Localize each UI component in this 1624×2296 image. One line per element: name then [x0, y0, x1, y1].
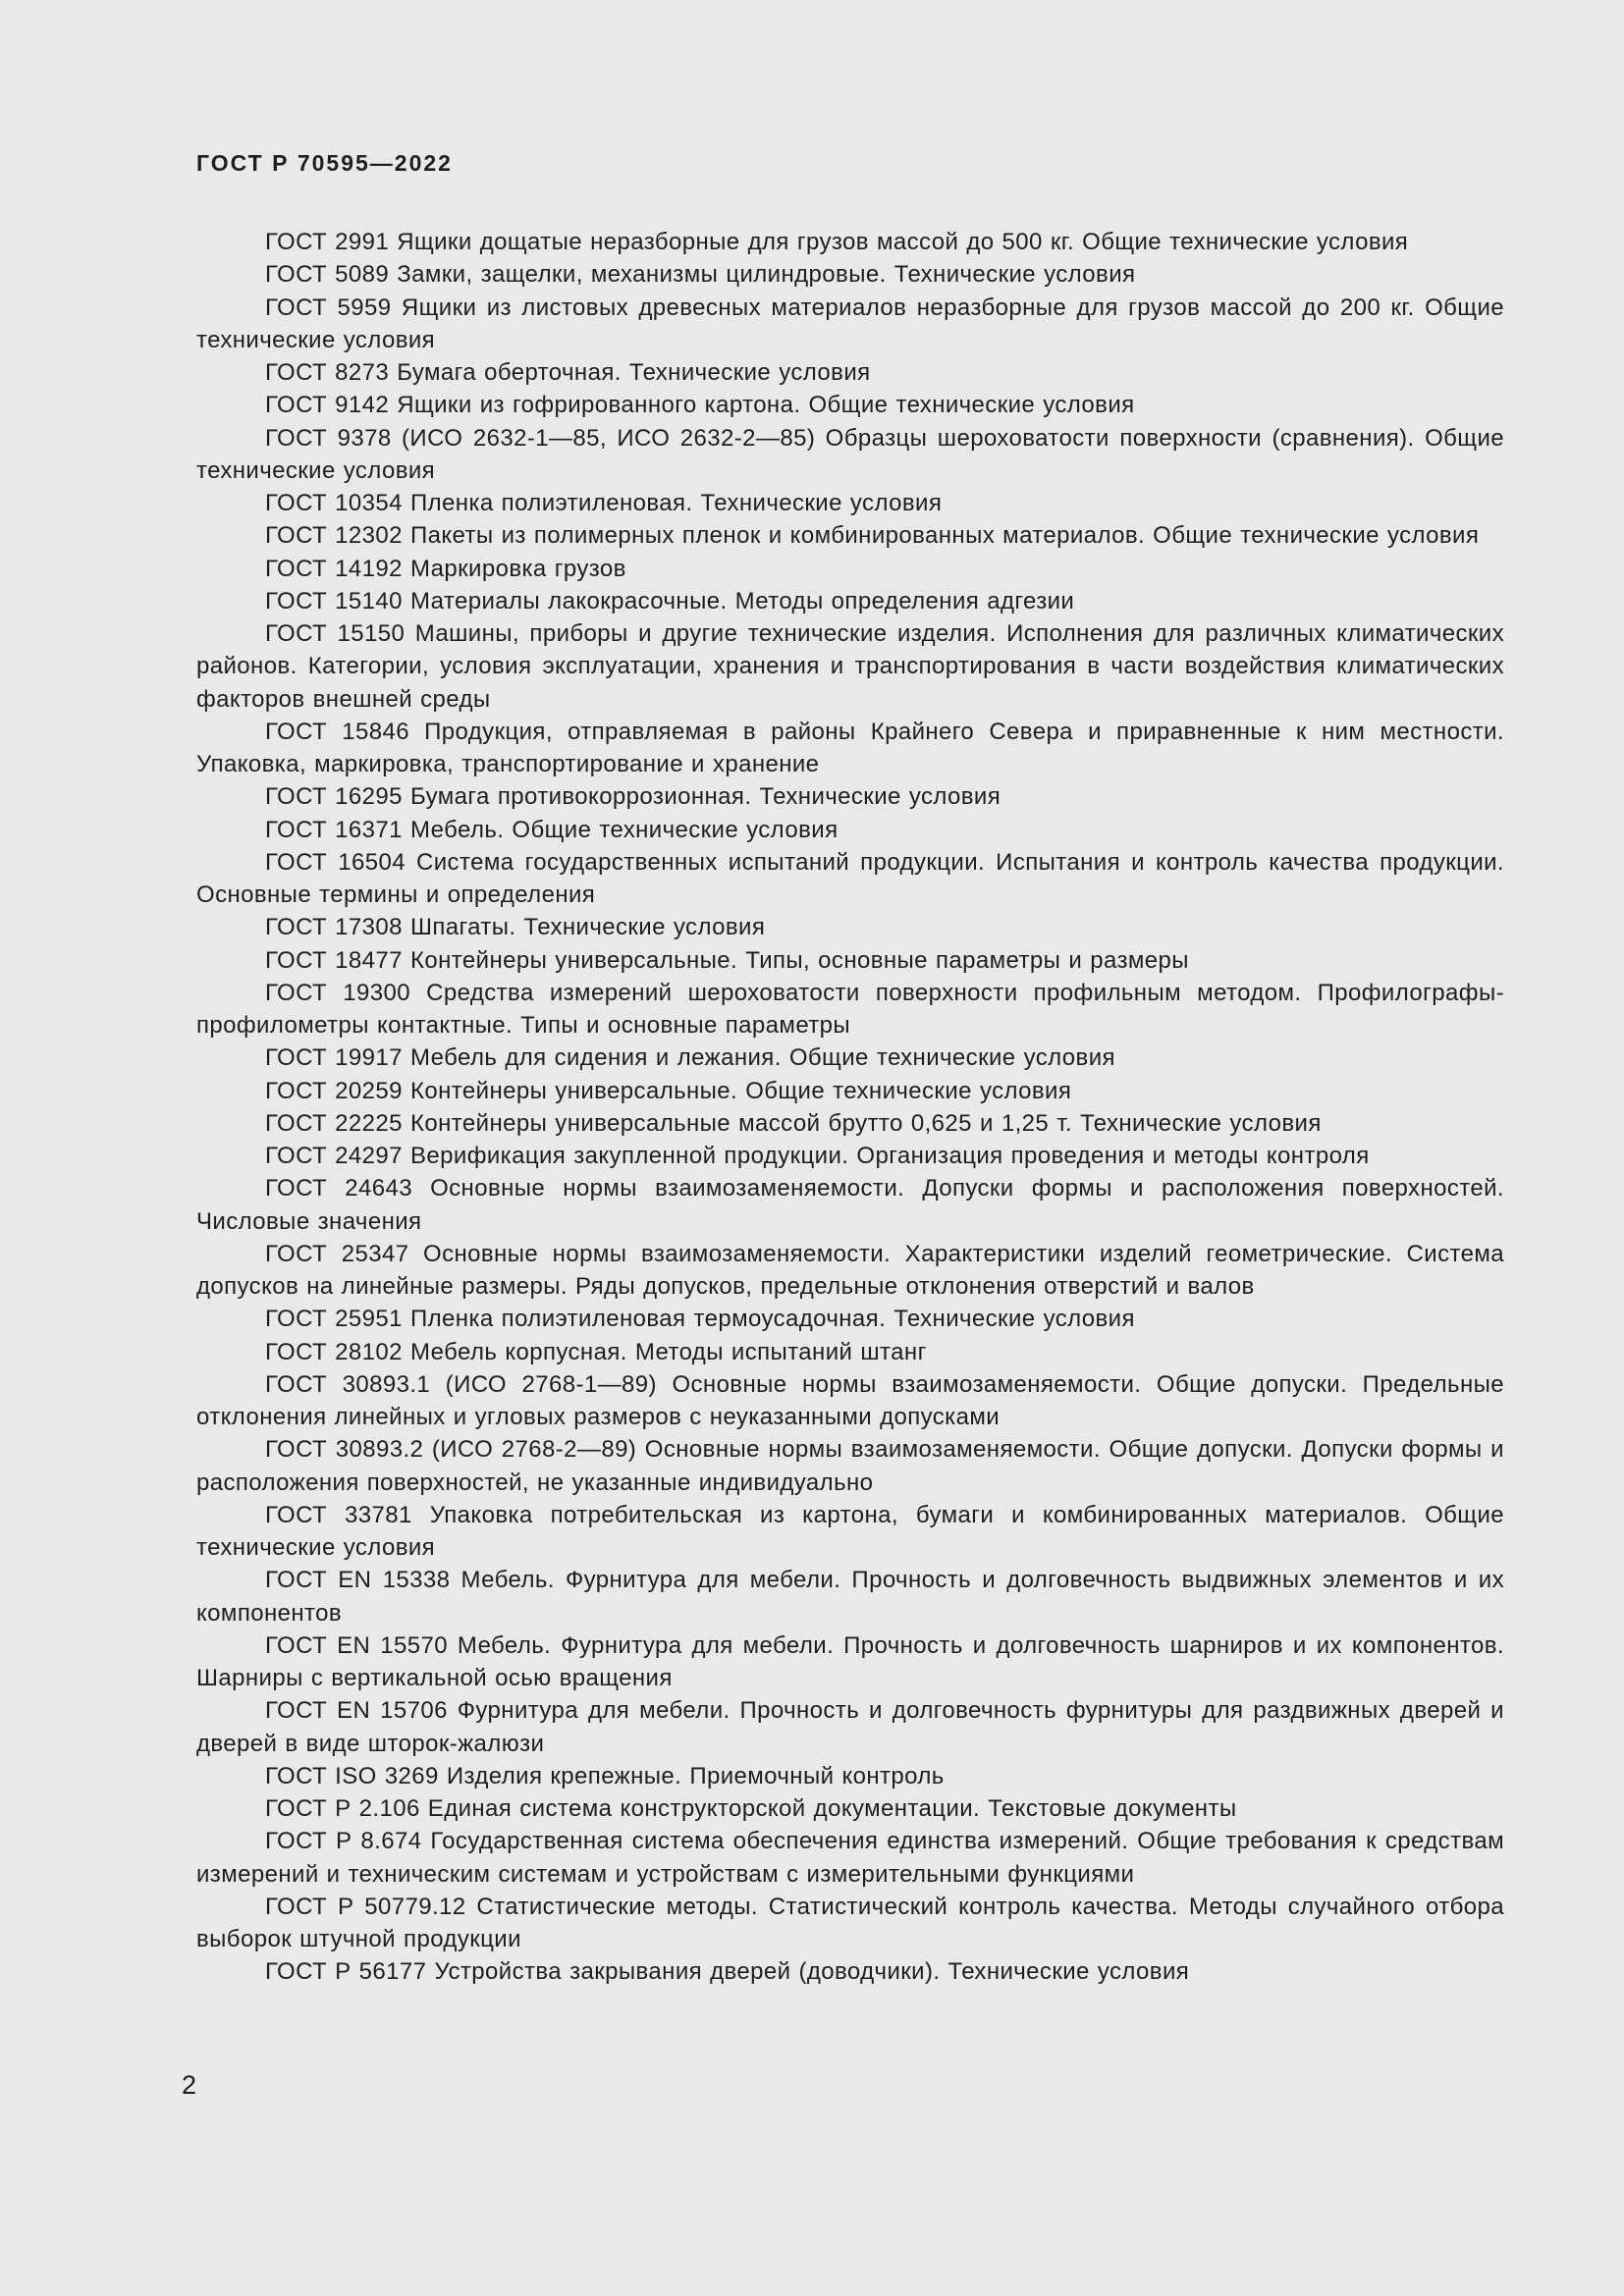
- reference-item: ГОСТ 33781 Упаковка потребительская из картона, бумаги и комбинированных материалов. Общие технические условия: [196, 1501, 1504, 1561]
- reference-item: ГОСТ 24297 Верификация закупленной продукции. Организация проведения и методы контроля: [265, 1143, 1370, 1169]
- reference-item: ГОСТ 14192 Маркировка грузов: [265, 555, 626, 582]
- reference-item: ГОСТ EN 15570 Мебель. Фурнитура для мебели. Прочность и долговечность шарниров и их компонентов. Шарниры с вертикальной осью вращения: [196, 1631, 1504, 1691]
- reference-item: ГОСТ 9378 (ИСО 2632-1—85, ИСО 2632-2—85) Образцы шероховатости поверхности (сравнения). Общие технические условия: [196, 424, 1504, 484]
- reference-item: ГОСТ 24643 Основные нормы взаимозаменяемости. Допуски формы и расположения поверхностей. Числовые значения: [196, 1175, 1504, 1235]
- reference-item: ГОСТ EN 15706 Фурнитура для мебели. Прочность и долговечность фурнитуры для раздвижных дверей и дверей в виде шторок-жалюзи: [196, 1697, 1504, 1757]
- reference-item: ГОСТ 28102 Мебель корпусная. Методы испытаний штанг: [265, 1338, 927, 1365]
- reference-item: ГОСТ 8273 Бумага оберточная. Технические условия: [265, 359, 871, 386]
- reference-item: ГОСТ 18477 Контейнеры универсальные. Типы, основные параметры и размеры: [265, 946, 1189, 974]
- reference-item: ГОСТ 17308 Шпагаты. Технические условия: [265, 914, 766, 941]
- reference-item: ГОСТ 10354 Пленка полиэтиленовая. Технические условия: [265, 490, 943, 516]
- reference-item: ГОСТ 20259 Контейнеры универсальные. Общие технические условия: [265, 1077, 1072, 1104]
- page-number: 2: [182, 2070, 197, 2100]
- reference-item: ГОСТ 12302 Пакеты из полимерных пленок и комбинированных материалов. Общие технические условия: [265, 522, 1480, 550]
- reference-item: ГОСТ 16504 Система государственных испытаний продукции. Испытания и контроль качества продукции. Основные термины и определения: [196, 848, 1504, 908]
- standard-designation-header: ГОСТ Р 70595—2022: [196, 150, 453, 176]
- reference-item: ГОСТ 16371 Мебель. Общие технические условия: [265, 816, 839, 843]
- reference-item: ГОСТ Р 2.106 Единая система конструкторской документации. Текстовые документы: [265, 1795, 1237, 1822]
- reference-item: ГОСТ 22225 Контейнеры универсальные массой брутто 0,625 и 1,25 т. Технические условия: [265, 1109, 1322, 1137]
- reference-item: ГОСТ 5959 Ящики из листовых древесных материалов неразборные для грузов массой до 200 кг. Общие технические условия: [196, 294, 1504, 353]
- reference-item: ГОСТ 15140 Материалы лакокрасочные. Методы определения адгезии: [265, 587, 1075, 614]
- reference-item: ГОСТ EN 15338 Мебель. Фурнитура для мебели. Прочность и долговечность выдвижных элементов и их компонентов: [196, 1567, 1504, 1627]
- reference-item: ГОСТ 16295 Бумага противокоррозионная. Технические условия: [265, 783, 1001, 811]
- reference-item: ГОСТ Р 8.674 Государственная система обеспечения единства измерений. Общие требования к средствам измерений и техническим системам и устройствам с измерительными функциями: [196, 1828, 1504, 1888]
- reference-item: ГОСТ 25951 Пленка полиэтиленовая термоусадочная. Технические условия: [265, 1306, 1135, 1333]
- normative-references-list: [196, 226, 1504, 1989]
- reference-item: ГОСТ Р 56177 Устройства закрывания дверей (доводчики). Технические условия: [265, 1958, 1190, 1986]
- reference-item: ГОСТ 30893.2 (ИСО 2768-2—89) Основные нормы взаимозаменяемости. Общие допуски. Допуски формы и расположения поверхностей, не указанные индивидуально: [196, 1436, 1504, 1496]
- reference-item: ГОСТ 15150 Машины, приборы и другие технические изделия. Исполнения для различных климатических районов. Категории, условия эксплуатации, хранения и транспортирования в части воздействия климатических факторов внешней среды: [196, 620, 1504, 713]
- reference-item: ГОСТ 2991 Ящики дощатые неразборные для грузов массой до 500 кг. Общие технические условия: [265, 229, 1409, 255]
- reference-item: ГОСТ 9142 Ящики из гофрированного картона. Общие технические условия: [265, 392, 1135, 419]
- reference-item: ГОСТ ISO 3269 Изделия крепежные. Приемочный контроль: [265, 1762, 945, 1789]
- reference-item: ГОСТ 19917 Мебель для сидения и лежания. Общие технические условия: [265, 1044, 1115, 1072]
- reference-item: ГОСТ 19300 Средства измерений шероховатости поверхности профильным методом. Профилографы-профилометры контактные. Типы и основные параметры: [196, 979, 1504, 1039]
- reference-item: ГОСТ 30893.1 (ИСО 2768-1—89) Основные нормы взаимозаменяемости. Общие допуски. Предельные отклонения линейных и угловых размеров с неуказанными допусками: [196, 1370, 1504, 1430]
- reference-item: ГОСТ 25347 Основные нормы взаимозаменяемости. Характеристики изделий геометрические. Система допусков на линейные размеры. Ряды допусков, предельные отклонения отверстий и валов: [196, 1240, 1504, 1300]
- reference-item: ГОСТ 15846 Продукция, отправляемая в районы Крайнего Севера и приравненные к ним местности. Упаковка, маркировка, транспортирование и хранение: [196, 718, 1504, 777]
- reference-item: ГОСТ Р 50779.12 Статистические методы. Статистический контроль качества. Методы случайного отбора выборок штучной продукции: [196, 1893, 1504, 1952]
- reference-item: ГОСТ 5089 Замки, защелки, механизмы цилиндровые. Технические условия: [265, 261, 1136, 289]
